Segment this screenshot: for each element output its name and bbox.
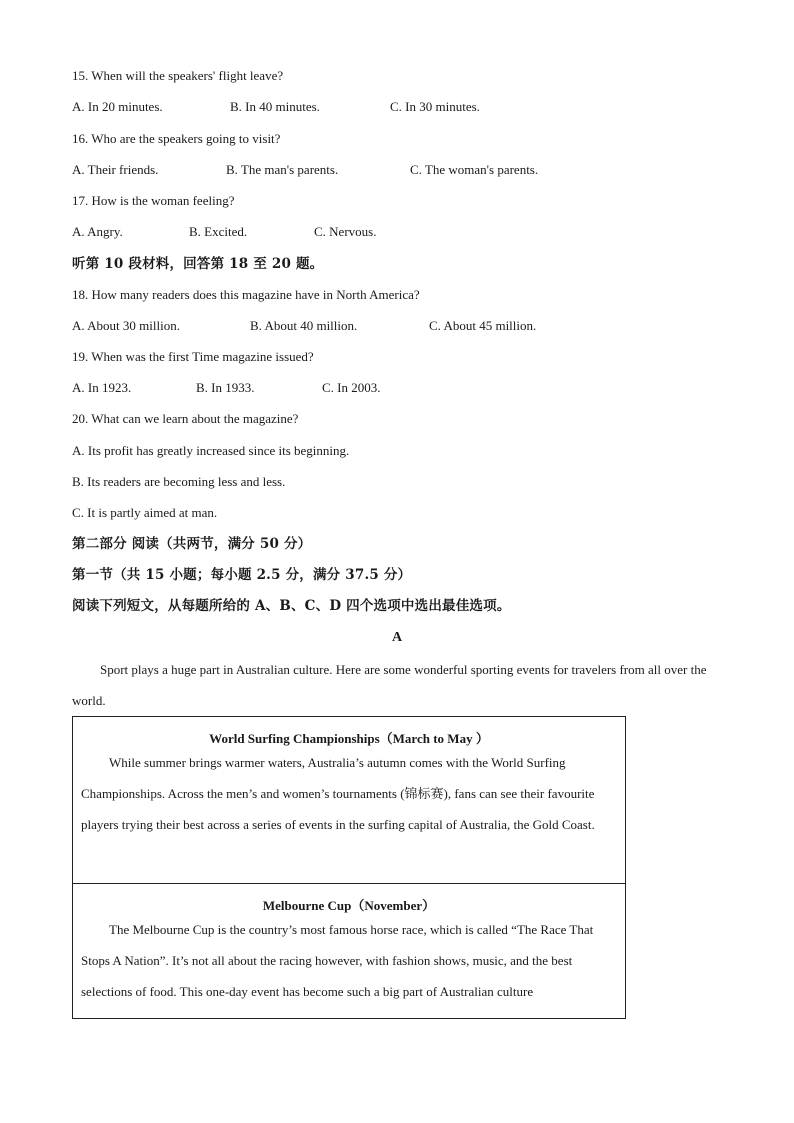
part-2-heading: 第二部分 阅读（共两节，满分 50 分）	[72, 536, 312, 552]
option-a: A. About 30 million.	[72, 318, 180, 333]
passage-intro: Sport plays a huge part in Australian culture. Here are some wonderful sporting events for travelers from all over the world.	[72, 662, 707, 708]
event-description: While summer brings warmer waters, Australia’s autumn comes with the World Surfing Championships. Across the men’s and women’s tournaments (锦标赛), fans can see their favourite players trying their best across a series of events in the surfing capital of Australia, the Gold Coast.	[81, 755, 595, 832]
reading-instruction: 阅读下列短文，从每题所给的 A、B、C、D 四个选项中选出最佳选项。	[72, 598, 511, 614]
question-16-stem: 16. Who are the speakers going to visit?	[72, 131, 281, 146]
question-20-option-a: A. Its profit has greatly increased since its beginning.	[72, 443, 350, 458]
option-a: A. Angry.	[72, 224, 123, 239]
events-table	[72, 716, 626, 1019]
option-c: C. Nervous.	[314, 224, 377, 239]
event-title: World Surfing Championships（March to May ）	[209, 731, 489, 746]
option-a: A. Their friends.	[72, 162, 159, 177]
section-1-heading: 第一节（共 15 小题；每小题 2.5 分，满分 37.5 分）	[72, 567, 412, 583]
question-20-option-c: C. It is partly aimed at man.	[72, 505, 218, 520]
passage-label: A	[391, 630, 403, 645]
question-18-stem: 18. How many readers does this magazine have in North America?	[72, 287, 420, 302]
option-c: C. The woman's parents.	[410, 162, 539, 177]
option-c: C. In 30 minutes.	[390, 99, 480, 114]
question-17-stem: 17. How is the woman feeling?	[72, 193, 235, 208]
section-10-heading: 听第 10 段材料，回答第 18 至 20 题。	[72, 256, 324, 272]
option-b: B. In 40 minutes.	[230, 99, 320, 114]
event-title: Melbourne Cup（November）	[262, 898, 436, 913]
option-b: B. In 1933.	[196, 380, 255, 395]
question-19-stem: 19. When was the first Time magazine issued?	[72, 349, 314, 364]
question-20-stem: 20. What can we learn about the magazine?	[72, 411, 299, 426]
question-15-stem: 15. When will the speakers' flight leave?	[72, 68, 284, 83]
option-c: C. About 45 million.	[429, 318, 537, 333]
table-row-surfing	[73, 717, 625, 884]
option-b: B. Excited.	[189, 224, 248, 239]
option-b: B. About 40 million.	[250, 318, 358, 333]
option-b: B. The man's parents.	[226, 162, 339, 177]
option-c: C. In 2003.	[322, 380, 381, 395]
table-row-melbourne-cup	[73, 884, 625, 1019]
option-a: A. In 20 minutes.	[72, 99, 163, 114]
question-20-option-b: B. Its readers are becoming less and less.	[72, 474, 286, 489]
option-a: A. In 1923.	[72, 380, 132, 395]
event-description: The Melbourne Cup is the country’s most famous horse race, which is called “The Race That Stops A Nation”. It’s not all about the racing however, with fashion shows, music, and the best selections of food. This one-day event has become such a big part of Australian culture	[81, 922, 594, 999]
